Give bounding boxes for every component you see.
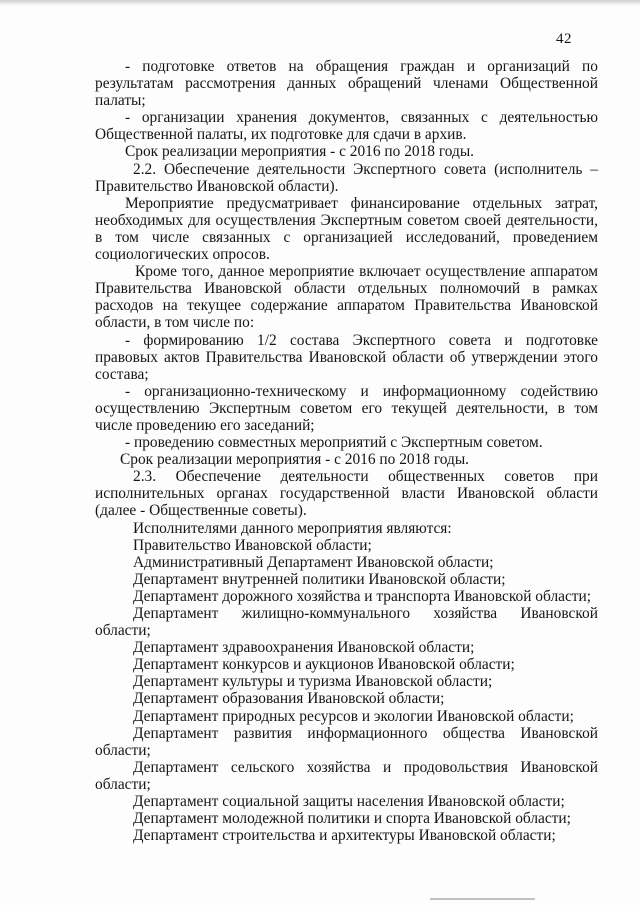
executor-item: Департамент конкурсов и аукционов Ивановской области; [133,656,515,674]
executor-item: Департамент дорожного хозяйства и транспорта Ивановской области; [133,587,592,605]
paragraph: Мероприятие предусматривает финансирование отдельных затрат, необходимых для осуществления Экспертным советом своей деятельности, в том числе связанных с организацией исследований, проведением социологических опросов. [95,194,598,264]
executor-item: Департамент сельского хозяйства и продовольствия Ивановской области; [95,758,598,793]
executor-item: Департамент социальной защиты населения Ивановской области; [133,793,565,811]
section-heading-2-3: 2.3. Обеспечение деятельности общественных советов при исполнительных органах государственной власти Ивановской области (далее - Общественные советы). [95,468,598,520]
paragraph: - подготовке ответов на обращения граждан и организаций по результатам рассмотрения данных обращений членами Общественной палаты; [95,58,598,110]
executor-item: Департамент культуры и туризма Ивановской области; [133,673,493,691]
list-item: - организационно-техническому и информационному содействию осуществлению Экспертным советом его текущей деятельности, в том числе проведению его заседаний; [95,382,598,434]
document-body [95,58,598,844]
paragraph: Исполнителями данного мероприятия являются: [133,519,452,537]
list-item: - формированию 1/2 состава Экспертного совета и подготовке правовых актов Правительства Ивановской области об утверждении этого состава; [95,331,598,383]
page-number: 42 [556,31,572,47]
paragraph: Срок реализации мероприятия - с 2016 по 2018 годы. [120,451,470,469]
executor-item: Правительство Ивановской области; [133,536,372,554]
executor-item: Административный Департамент Ивановской области; [133,553,494,571]
executor-item: Департамент внутренней политики Ивановской области; [133,570,506,588]
executor-item: Департамент образования Ивановской области; [133,690,445,708]
scan-mark-bottom [430,898,535,900]
paragraph: Кроме того, данное мероприятие включает осуществление аппаратом Правительства Ивановской области отдельных полномочий в рамках расходов на текущее содержание аппаратом Правительства Ивановской области, в том числе по: [95,263,598,332]
executor-item: Департамент жилищно-коммунального хозяйства Ивановской области; [95,605,598,640]
scan-edge-top [0,0,640,6]
executor-item: Департамент молодежной политики и спорта Ивановской области; [133,810,571,828]
paragraph: - организации хранения документов, связанных с деятельностью Общественной палаты, их подготовке для сдачи в архив. [95,109,598,144]
section-heading-2-2: 2.2. Обеспечение деятельности Экспертного совета (исполнитель – Правительство Ивановской области). [95,160,598,195]
executor-item: Департамент здравоохранения Ивановской области; [133,639,475,657]
executor-item: Департамент строительства и архитектуры Ивановской области; [133,827,556,845]
executor-item: Департамент развития информационного общества Ивановской области; [95,724,598,759]
executor-item: Департамент природных ресурсов и экологии Ивановской области; [133,707,574,725]
list-item: - проведению совместных мероприятий с Экспертным советом. [125,434,543,452]
paragraph: Срок реализации мероприятия - с 2016 по 2018 годы. [125,143,475,161]
